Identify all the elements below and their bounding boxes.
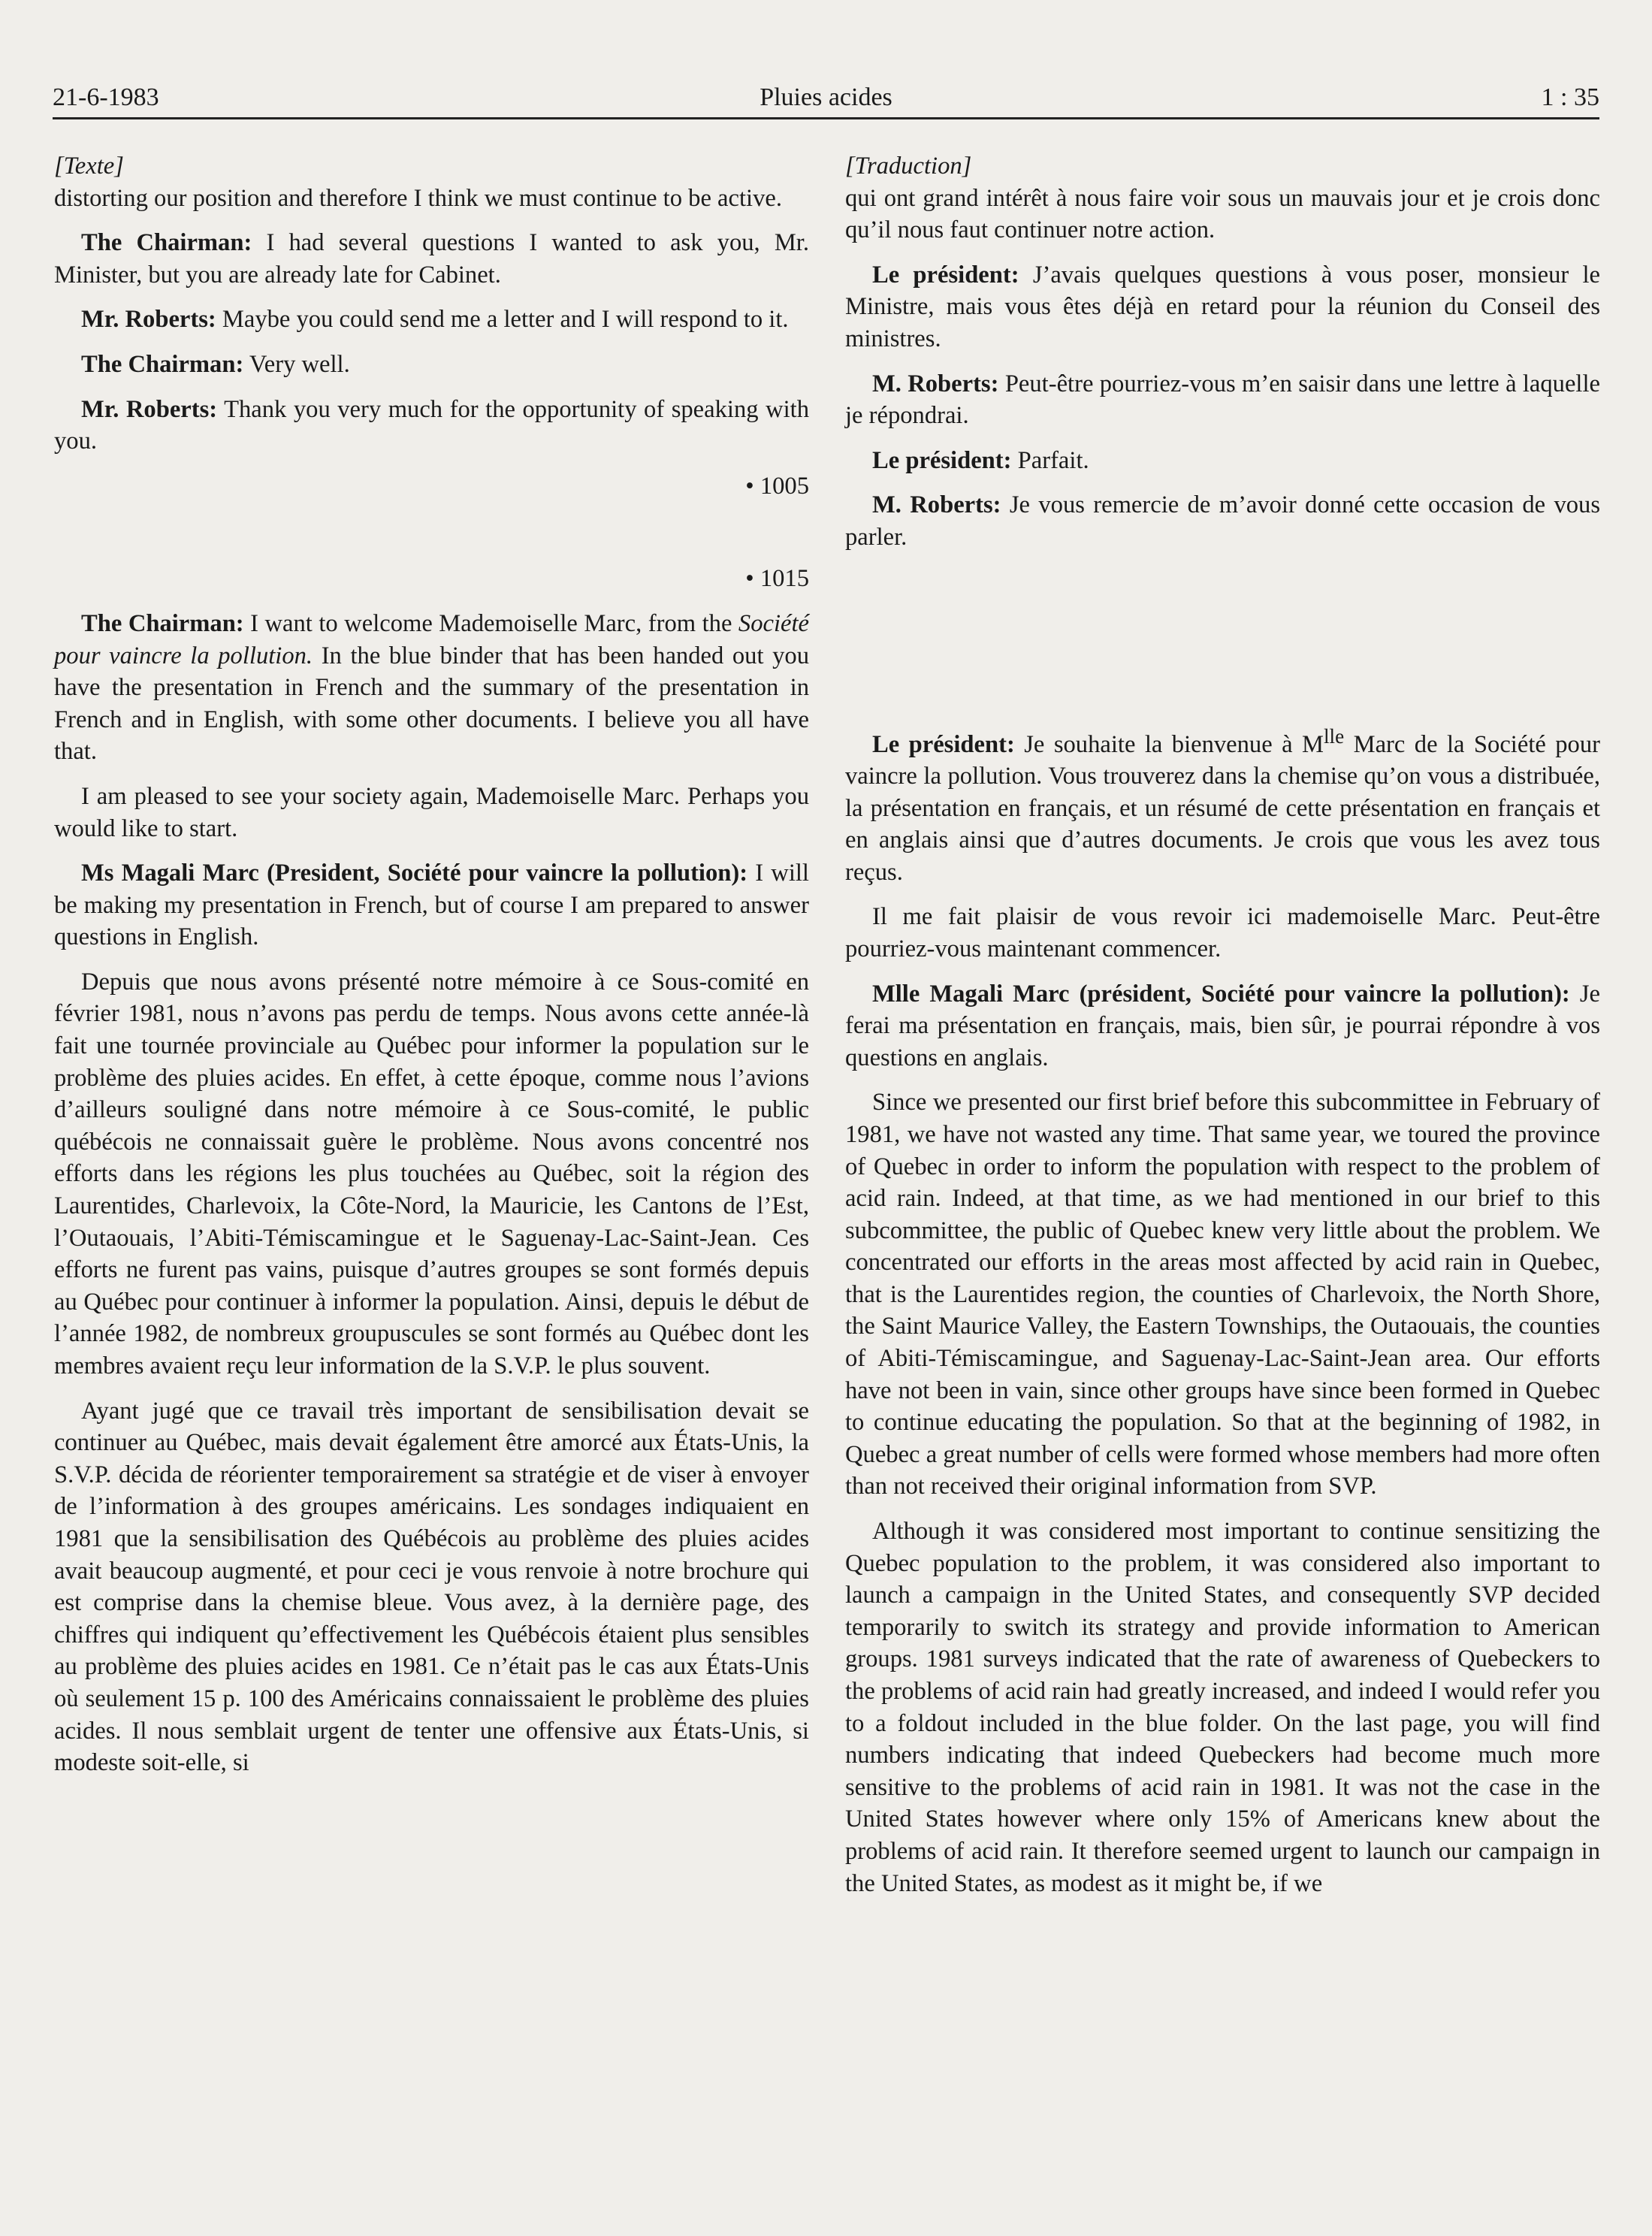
paragraph: I am pleased to see your society again, Mademoiselle Marc. Perhaps you would like to start. <box>54 782 809 842</box>
paragraph <box>845 489 1600 553</box>
paragraph <box>845 721 1600 889</box>
speaker-name: Mr. Roberts: <box>81 395 218 423</box>
speech-text: Very well. <box>249 350 350 378</box>
speaker-name: M. Roberts: <box>872 370 999 397</box>
paragraph <box>54 227 809 291</box>
speaker-name: Le président: <box>872 730 1015 758</box>
speaker-name: The Chairman: <box>81 609 244 637</box>
speaker-name: Ms Magali Marc (President, Société pour vaincre la pollution): <box>81 860 748 887</box>
paragraph <box>54 304 809 336</box>
speaker-name: M. Roberts: <box>872 491 1001 519</box>
speaker-name: Mr. Roberts: <box>81 306 216 334</box>
paragraph: Since we presented our first brief before this subcommittee in February of 1981, we have not wasted any time. That same year, we toured the province of Quebec in order to inform the population with respect to the problem of acid rain. Indeed, at that time, as we had mentioned in our brief to this subcommittee, the public of Quebec knew very little about the problem. We concentrated our efforts in the areas most affected by acid rain in Quebec, that is the Laurentides region, the counties of Charlevoix, the North Shore, the Saint Maurice Valley, the Eastern Townships, the Outaouais, the counties of Abiti-Témiscamingue, and Saguenay-Lac-Saint-Jean area. Our efforts have not been in vain, since other groups have since been formed in Quebec to continue educating the population. So that at the beginning of 1982, in Quebec a great number of cells were formed whose members had more often than not received their original information from SVP. <box>845 1089 1600 1500</box>
column-label: [Texte] <box>54 153 124 180</box>
paragraph: qui ont grand intérêt à nous faire voir sous un mauvais jour et je crois donc qu’il nous faut continuer notre action. <box>845 184 1600 244</box>
speech-text: I want to welcome Mademoiselle Marc, from the <box>250 609 732 637</box>
header-page-number: 1 : 35 <box>1541 83 1599 111</box>
speaker-name: Le président: <box>872 446 1012 474</box>
right-column <box>845 150 1600 1899</box>
header-date: 21-6-1983 <box>53 83 159 111</box>
speech-text: Je ferai ma présentation en français, mais, bien sûr, je pourrai répondre à vos questions en anglais. <box>845 980 1600 1071</box>
header-title: Pluies acides <box>760 83 892 111</box>
organization-name: Société pour vaincre la pollution. <box>54 609 809 669</box>
time-marker: • 1015 <box>745 565 809 593</box>
speech-text: Parfait. <box>1017 446 1089 474</box>
speech-text: Peut-être pourriez-vous m’en saisir dans une lettre à laquelle je répondrai. <box>845 370 1600 430</box>
speaker-name: Le président: <box>872 261 1019 289</box>
paragraph: Depuis que nous avons présenté notre mémoire à ce Sous-comité en février 1981, nous n’avons pas perdu de temps. Nous avons cette année-là fait une tournée provinciale au Québec pour informer la population sur le problème des pluies acides. En effet, à cette époque, comme nous l’avions d’ailleurs souligné dans notre mémoire à ce Sous-comité, le public québécois ne connaissait guère le problème. Nous avons concentré nos efforts dans les régions les plus touchées au Québec, soit la région des Laurentides, Charlevoix, la Côte-Nord, la Mauricie, les Cantons de l’Est, l’Outaouais, l’Abiti-Témiscamingue et le Saguenay-Lac-Saint-Jean. Ces efforts ne furent pas vains, puisque d’autres groupes se sont formés depuis au Québec pour continuer à informer la population. Ainsi, depuis le début de l’année 1982, de nombreux groupuscules se sont formés au Québec dont les membres avaient reçu leur information de la S.V.P. le plus souvent. <box>54 968 809 1379</box>
paragraph <box>845 368 1600 432</box>
column-label: [Traduction] <box>845 153 972 180</box>
speech-text: I had several questions I wanted to ask you, Mr. Minister, but you are already late for Cabinet. <box>54 229 809 289</box>
paragraph <box>54 857 809 953</box>
speech-text: Thank you very much for the opportunity of speaking with you. <box>54 395 809 455</box>
paragraph <box>54 608 809 768</box>
paragraph <box>845 259 1600 355</box>
speech-text: In the blue binder that has been handed out you have the presentation in French and the summary of the presentation in French and in English, with some other documents. I believe you all have that. <box>54 642 809 766</box>
speech-text: Je souhaite la bienvenue à M <box>1024 730 1324 758</box>
speech-text: Marc de la Société pour vaincre la pollution. Vous trouverez dans la chemise qu’on vous a distribuée, la présentation en français, et un résumé de cette présentation en français et en anglais ainsi que d’autres documents. Je crois que vous les avez tous reçus. <box>845 730 1600 886</box>
paragraph: distorting our position and therefore I think we must continue to be active. <box>54 184 782 212</box>
speech-text: Je vous remercie de m’avoir donné cette occasion de vous parler. <box>845 491 1600 551</box>
paragraph: Il me fait plaisir de vous revoir ici mademoiselle Marc. Peut-être pourriez-vous maintenant commencer. <box>845 903 1600 962</box>
title-abbreviation: lle <box>1324 724 1345 748</box>
speech-text: Maybe you could send me a letter and I will respond to it. <box>222 306 789 334</box>
page-header <box>53 78 1599 119</box>
speaker-name: Mlle Magali Marc (président, Société pour vaincre la pollution): <box>872 980 1570 1008</box>
speaker-name: The Chairman: <box>81 229 252 257</box>
paragraph <box>845 445 1600 477</box>
left-column <box>54 150 809 1779</box>
paragraph: Although it was considered most important to continue sensitizing the Quebec population to the problem, it was considered also important to launch a campaign in the United States, and consequently SVP decided temporarily to switch its strategy and provide information to American groups. 1981 surveys indicated that the rate of awareness of Quebeckers to the problems of acid rain had greatly increased, and indeed I would refer you to a foldout included in the blue folder. On the last page, you will find numbers indicating that indeed Quebeckers had become much more sensitive to the problems of acid rain in 1981. It was not the case in the United States however where only 15% of Americans knew about the problems of acid rain. It therefore seemed urgent to launch our campaign in the United States, as modest as it might be, if we <box>845 1518 1600 1897</box>
time-marker: • 1005 <box>745 472 809 500</box>
paragraph <box>54 349 809 381</box>
paragraph <box>845 978 1600 1074</box>
speech-text: J’avais quelques questions à vous poser, monsieur le Ministre, mais vous êtes déjà en retard pour la réunion du Conseil des ministres. <box>845 261 1600 352</box>
paragraph: Ayant jugé que ce travail très important de sensibilisation devait se continuer au Québec, mais devait également être amorcé aux États-Unis, la S.V.P. décida de réorienter temporairement sa stratégie et de viser à envoyer de l’information à des groupes américains. Les sondages indiquaient en 1981 que la sensibilisation des Québécois au problème des pluies acides avait beaucoup augmenté, et pour ceci je vous renvoie à notre brochure qui est comprise dans la chemise bleue. Vous avez, à la dernière page, des chiffres qui indiquent qu’effectivement les Québécois étaient plus sensibles au problème des pluies acides en 1981. Ce n’était pas le cas aux États-Unis où seulement 15 p. 100 des Américains connaissaient le problème des pluies acides. Il nous semblait urgent de tenter une offensive aux États-Unis, si modeste soit-elle, si <box>54 1397 809 1777</box>
paragraph <box>54 394 809 458</box>
speech-text: I will be making my presentation in French, but of course I am prepared to answer questions in English. <box>54 860 809 951</box>
speaker-name: The Chairman: <box>81 350 244 378</box>
